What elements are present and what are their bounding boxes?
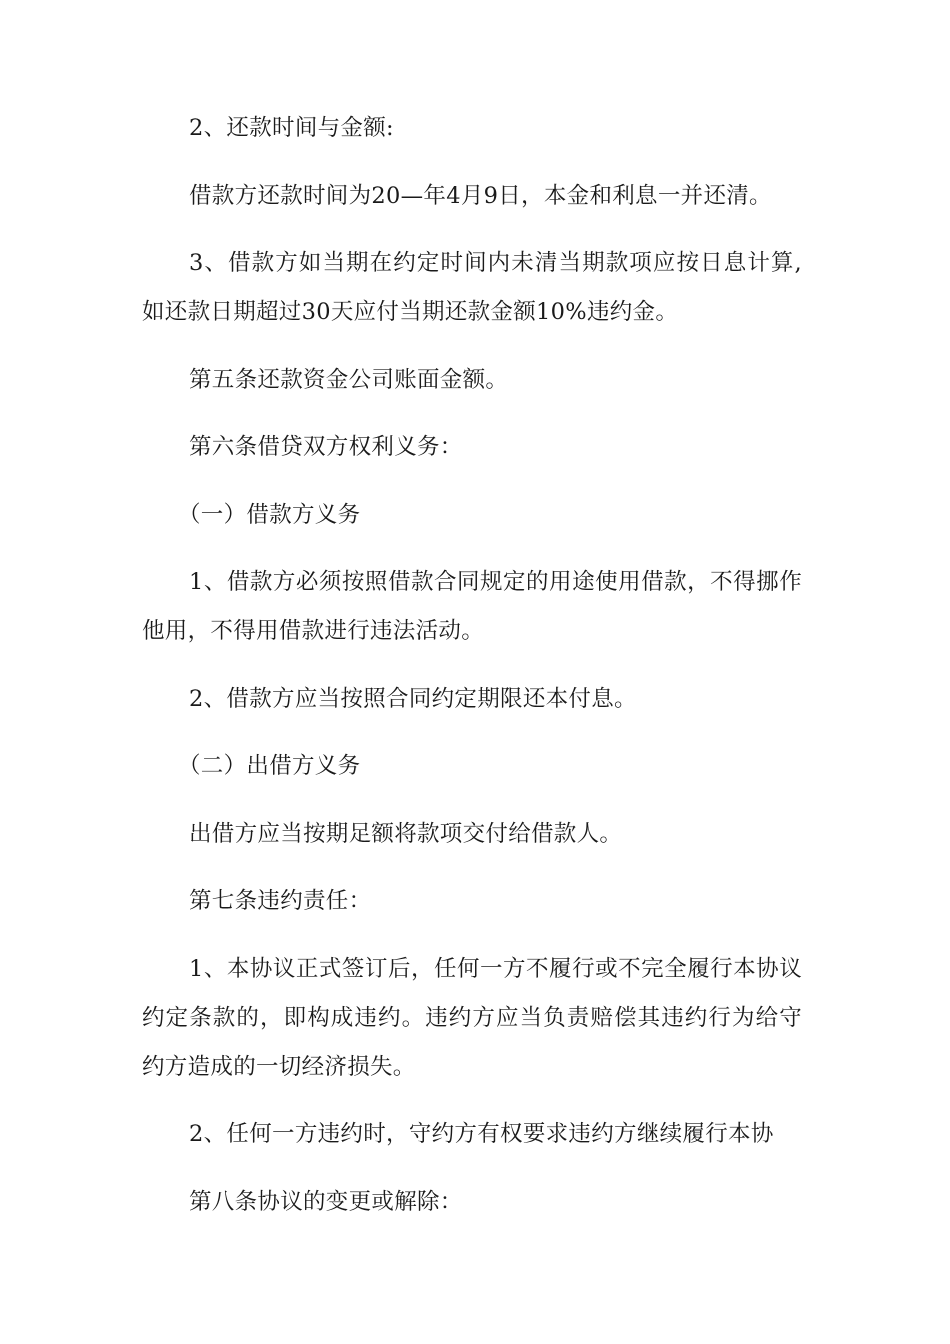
paragraph-article-8: 第八条协议的变更或解除： <box>189 1188 463 1215</box>
paragraph-article-6: 第六条借贷双方权利义务： <box>189 434 463 460</box>
paragraph-repayment-time: 借款方还款时间为20—年4月9日，本金和利息一并还清。 <box>189 182 772 209</box>
paragraph-lender-duties-heading: （二）出借方义务 <box>178 753 361 779</box>
paragraph-borrower-duty-2: 2、借款方应当按照合同约定期限还本付息。 <box>189 685 637 712</box>
paragraph-article-5: 第五条还款资金公司账面金额。 <box>189 366 509 393</box>
paragraph-borrower-duties-heading: （一）借款方义务 <box>178 501 361 528</box>
paragraph-breach-1: 1、本协议正式签订后，任何一方不履行或不完全履行本协议约定条款的，即构成违约。违约方应当负责赔偿其违约行为给守约方造成的一切经济损失。 <box>142 955 802 1080</box>
paragraph-lender-duty: 出借方应当按期足额将款项交付给借款人。 <box>189 820 623 847</box>
document-body <box>142 104 802 1245</box>
paragraph-overdue-penalty: 3、借款方如当期在约定时间内未清当期款项应按日息计算,如还款日期超过30天应付当期还款金额10%违约金。 <box>142 250 802 325</box>
paragraph-article-7: 第七条违约责任： <box>189 888 372 914</box>
paragraph-repayment-heading: 2、还款时间与金额: <box>189 115 394 141</box>
paragraph-breach-2: 2、任何一方违约时，守约方有权要求违约方继续履行本协 <box>189 1121 774 1147</box>
paragraph-borrower-duty-1: 1、借款方必须按照借款合同规定的用途使用借款，不得挪作他用，不得用借款进行违法活动。 <box>142 569 802 644</box>
